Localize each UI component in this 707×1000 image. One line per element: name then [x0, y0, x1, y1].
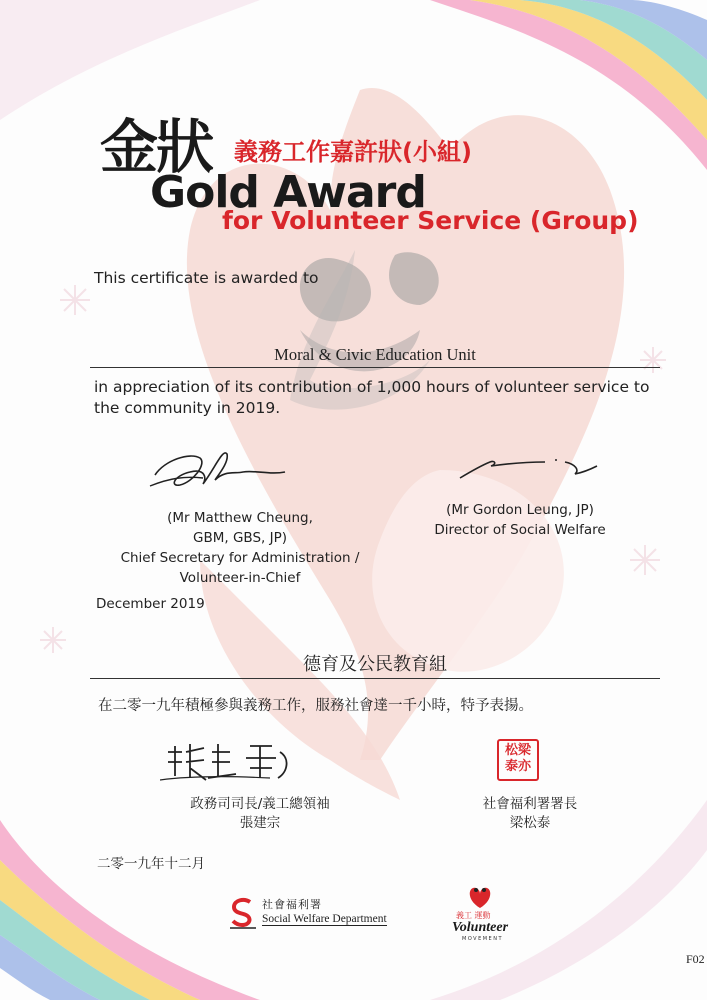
signatory-left-line4: Volunteer-in-Chief — [179, 570, 301, 586]
signature-matthew-cheung — [145, 440, 295, 500]
recipient-underline — [90, 367, 660, 368]
signatory-left-zh-name: 張建宗 — [239, 815, 281, 831]
date-en: December 2019 — [96, 596, 205, 612]
recipient-zh-underline — [90, 678, 660, 679]
volunteer-movement-zh: 義工 運動 — [456, 911, 491, 920]
seal-text: 松梁泰亦 — [504, 743, 531, 774]
volunteer-movement-script: Volunteer — [452, 920, 509, 935]
title-zh-big: 金狀 — [100, 113, 213, 181]
signatory-left-line3: Chief Secretary for Administration / — [120, 550, 360, 566]
volunteer-movement-logo-icon — [448, 882, 512, 912]
signature-zh-cheung — [160, 738, 310, 788]
social-welfare-department-logo-icon — [228, 896, 258, 930]
form-code: F02 — [686, 952, 705, 966]
volunteer-movement-text: MOVEMENT — [462, 936, 504, 942]
signatory-left-line2: GBM, GBS, JP) — [193, 530, 287, 546]
date-zh: 二零一九年十二月 — [97, 856, 205, 872]
subtitle-en: for Volunteer Service (Group) — [222, 206, 639, 235]
signatory-left-en — [95, 508, 385, 588]
swd-name-zh: 社會福利署 — [262, 898, 322, 911]
recipient-zh: 德育及公民教育組 — [303, 654, 447, 675]
intro-text: This certificate is awarded to — [94, 269, 319, 287]
signatory-left-zh-title: 政務司司長/義工總領袖 — [190, 796, 330, 812]
signatory-right-zh-title: 社會福利署署長 — [482, 796, 578, 812]
swd-name-en: Social Welfare Department — [262, 913, 387, 925]
title-zh-sub: 義務工作嘉許狀(小組) — [234, 138, 472, 166]
signatory-right-zh — [450, 795, 610, 833]
recipient-en: Moral & Civic Education Unit — [274, 345, 476, 364]
appreciation-zh: 在二零一九年積極參與義務工作，服務社會達一千小時，特予表揚。 — [98, 698, 533, 714]
appreciation-en: in appreciation of its contribution of 1,000 hours of volunteer service to the community in 2019. — [94, 378, 650, 417]
signatory-left-line1: (Mr Matthew Cheung, — [167, 510, 313, 526]
signatory-right-line1: (Mr Gordon Leung, JP) — [446, 502, 594, 518]
title-en: Gold Award — [150, 167, 426, 218]
signatory-left-zh — [150, 795, 370, 833]
seal-stamp-icon — [497, 739, 539, 781]
signatory-right-en — [420, 500, 620, 540]
signatory-right-line2: Director of Social Welfare — [434, 522, 606, 538]
signature-gordon-leung — [455, 450, 605, 490]
signatory-right-zh-name: 梁松泰 — [509, 815, 551, 831]
